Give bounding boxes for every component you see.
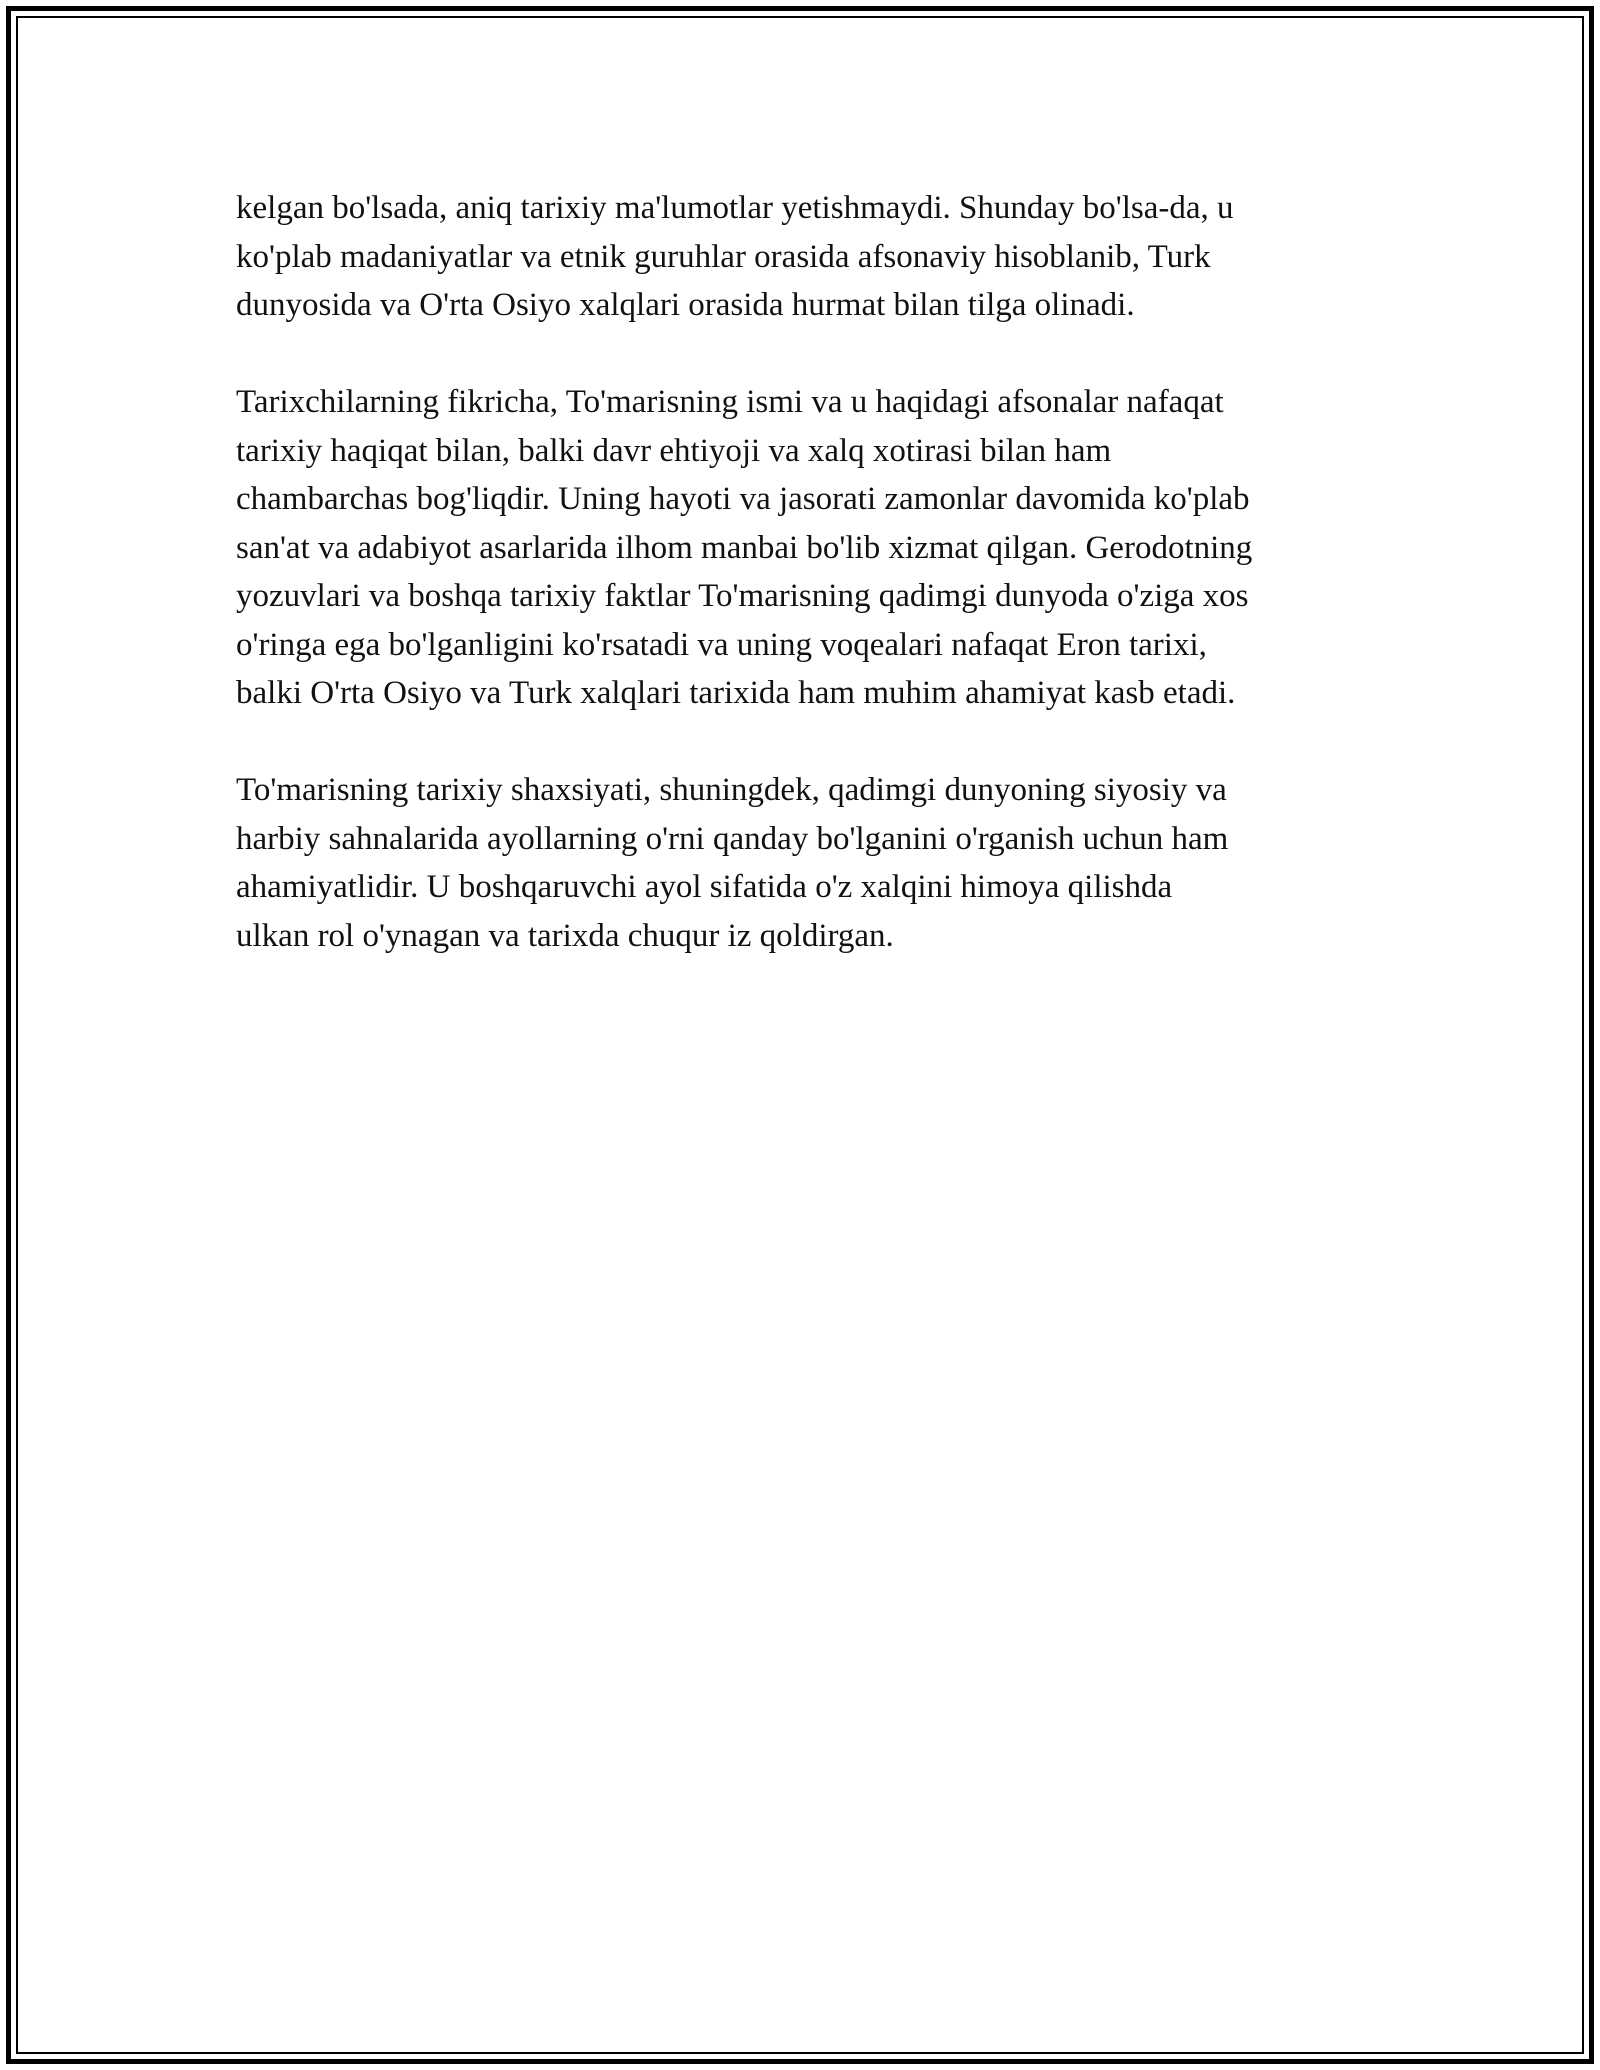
text-line: ahamiyatlidir. U boshqaruvchi ayol sifatida o'z xalqini himoya qilishda [236,869,1173,905]
paragraph-1 [236,184,1386,330]
text-line: ko'plab madaniyatlar va etnik guruhlar orasida afsonaviy hisoblanib, Turk [236,238,1211,275]
text-line: balki O'rta Osiyo va Turk xalqlari tarixida ham muhim ahamiyat kasb etadi. [236,675,1236,711]
text-line: chambarchas bog'liqdir. Uning hayoti va jasorati zamonlar davomida ko'plab [236,481,1250,517]
paragraph-2 [236,378,1386,718]
text-line: yozuvlari va boshqa tarixiy faktlar To'marisning qadimgi dunyoda o'ziga xos [236,578,1249,614]
text-line: Tarixchilarning fikricha, To'marisning ismi va u haqidagi afsonalar nafaqat [236,384,1224,420]
text-line: san'at va adabiyot asarlarida ilhom manbai bo'lib xizmat qilgan. Gerodotning [236,529,1253,566]
document-body [236,184,1386,1009]
text-line: To'marisning tarixiy shaxsiyati, shuningdek, qadimgi dunyoning siyosiy va [236,772,1227,808]
paragraph-3 [236,766,1386,960]
text-line: o'ringa ega bo'lganligini ko'rsatadi va uning voqealari nafaqat Eron tarixi, [236,626,1207,663]
text-line: tarixiy haqiqat bilan, balki davr ehtiyoji va xalq xotirasi bilan ham [236,432,1112,469]
text-line: dunyosida va O'rta Osiyo xalqlari orasida hurmat bilan tilga olinadi. [236,287,1135,323]
text-line: ulkan rol o'ynagan va tarixda chuqur iz qoldirgan. [236,917,894,954]
text-line: kelgan bo'lsada, aniq tarixiy ma'lumotlar yetishmaydi. Shunday bo'lsa-da, u [236,190,1234,226]
text-line: harbiy sahnalarida ayollarning o'rni qanday bo'lganini o'rganish uchun ham [236,820,1229,857]
